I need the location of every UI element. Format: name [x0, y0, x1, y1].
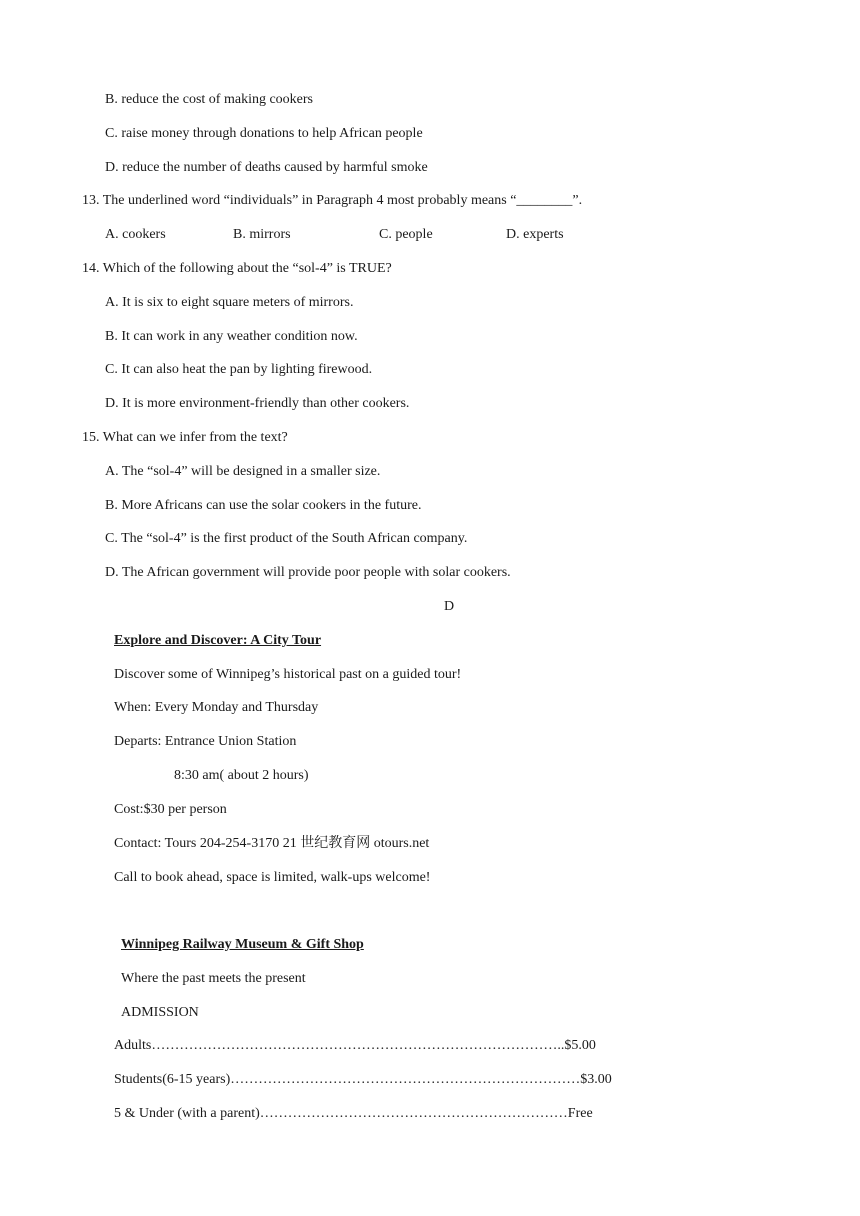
tour-when: When: Every Monday and Thursday [114, 700, 319, 715]
q15-option-c: C. The “sol-4” is the first product of the South African company. [105, 531, 468, 546]
q15-option-a: A. The “sol-4” will be designed in a smaller size. [105, 464, 381, 479]
admission-heading: ADMISSION [121, 1005, 199, 1020]
q15-option-d: D. The African government will provide poor people with solar cookers. [105, 565, 511, 580]
tour-contact: Contact: Tours 204-254-3170 21 世纪教育网 otours.net [114, 836, 430, 851]
q14-option-b: B. It can work in any weather condition now. [105, 329, 358, 344]
museum-title: Winnipeg Railway Museum & Gift Shop [121, 937, 364, 952]
museum-tagline: Where the past meets the present [121, 971, 306, 986]
q13-option-d: D. experts [506, 227, 564, 242]
section-letter: D [444, 599, 455, 614]
q15-stem: 15. What can we infer from the text? [82, 430, 288, 445]
q13-option-c: C. people [379, 227, 433, 242]
q14-option-a: A. It is six to eight square meters of mirrors. [105, 295, 354, 310]
q12-option-b: B. reduce the cost of making cookers [105, 92, 313, 107]
q13-option-a: A. cookers [105, 227, 166, 242]
q13-option-b: B. mirrors [233, 227, 291, 242]
tour-note: Call to book ahead, space is limited, walk-ups welcome! [114, 870, 431, 885]
q14-option-c: C. It can also heat the pan by lighting firewood. [105, 362, 373, 377]
q14-stem: 14. Which of the following about the “sol-4” is TRUE? [82, 261, 392, 276]
price-row-adults: Adults……………………………………………………………………………..$5.00 [114, 1038, 596, 1053]
tour-time: 8:30 am( about 2 hours) [174, 768, 309, 783]
q15-option-b: B. More Africans can use the solar cookers in the future. [105, 498, 422, 513]
tour-tagline: Discover some of Winnipeg’s historical past on a guided tour! [114, 667, 462, 682]
q12-option-d: D. reduce the number of deaths caused by harmful smoke [105, 160, 428, 175]
price-row-under-5: 5 & Under (with a parent)…………………………………………………………Free [114, 1106, 593, 1121]
q14-option-d: D. It is more environment-friendly than other cookers. [105, 396, 410, 411]
q13-stem: 13. The underlined word “individuals” in Paragraph 4 most probably means “________”. [82, 193, 583, 208]
price-row-students: Students(6-15 years)…………………………………………………………………$3.00 [114, 1072, 612, 1087]
tour-departs: Departs: Entrance Union Station [114, 734, 297, 749]
tour-title: Explore and Discover: A City Tour [114, 633, 322, 648]
q12-option-c: C. raise money through donations to help African people [105, 126, 423, 141]
tour-cost: Cost:$30 per person [114, 802, 227, 817]
